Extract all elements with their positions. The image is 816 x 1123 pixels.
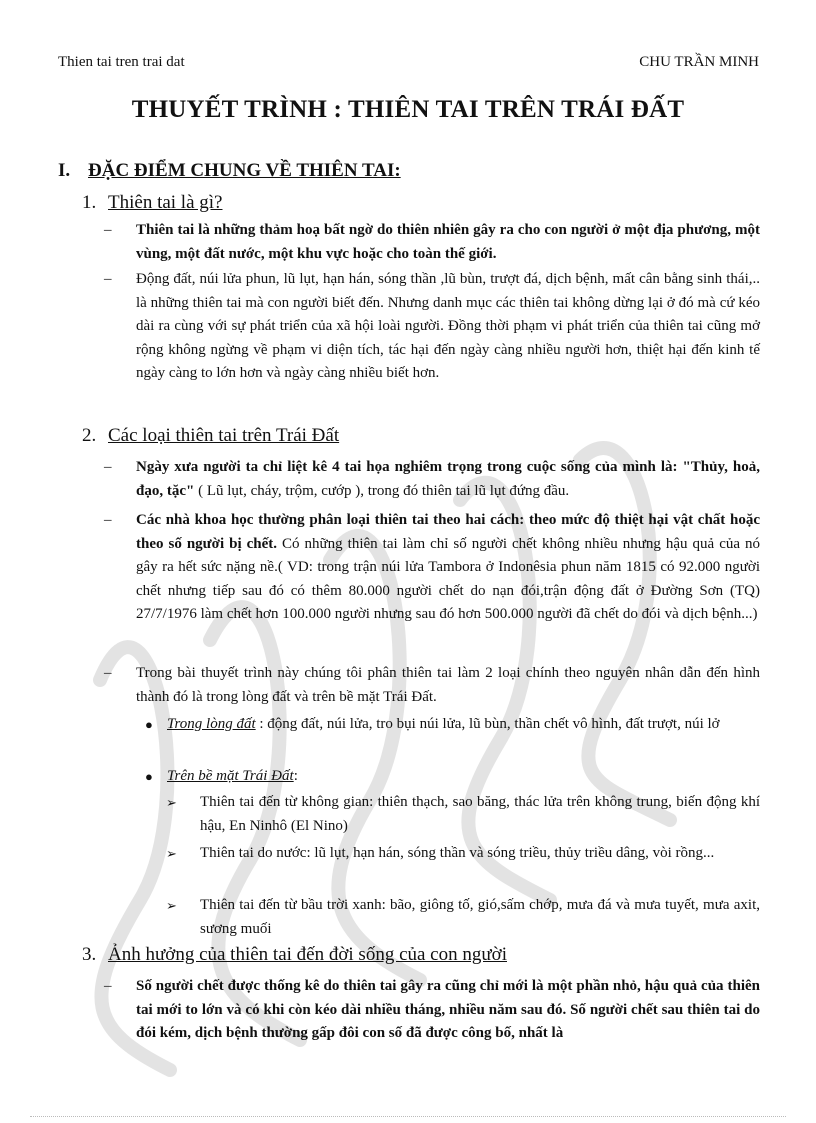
bullet-icon: ● — [145, 717, 153, 732]
list-item — [104, 662, 760, 709]
arrow-icon: ➢ — [166, 846, 177, 861]
bullet-item-text — [167, 713, 760, 737]
subsection-1-heading — [82, 192, 222, 214]
dash-marker: – — [104, 459, 112, 475]
list-item — [104, 219, 760, 266]
list-item-text: Thiên tai là những thảm hoạ bất ngờ do thiên nhiên gây ra cho con người ở một địa phương, một vùng, một đất nước, một khu vực hoặc cho toàn thế giới. — [136, 222, 760, 262]
list-item-text: Động đất, núi lửa phun, lũ lụt, hạn hán, sóng thần ,lũ bùn, trượt đá, dịch bệnh, mất cân bằng sinh thái,.. là những thiên tai mà con người biết đến. Nhưng danh mục các thiên tai không dừng lại ở đó mà cứ kéo dài ra cùng với sự phát triển của xã hội loài người. Đồng thời phạm vi phát triển của thiên tai cũng mở rộng không ngừng về phạm vi diện tích, tác hại đến ngày càng nhiều người hơn, thiệt hại đến kinh tế ngày càng to lớn hơn và ngày càng nhiều biết hơn. — [136, 271, 760, 381]
bullet-item-surface — [145, 765, 760, 789]
header-author: CHU TRẦN MINH — [639, 54, 759, 70]
bullet-label: Trên bề mặt Trái Đất — [167, 768, 294, 784]
arrow-item — [166, 791, 760, 838]
subsection-title: Các loại thiên tai trên Trái Đất — [108, 425, 340, 446]
bold-text: Ngày xưa người ta chỉ liệt kê 4 tai họa nghiêm trọng trong cuộc sống của mình là: "Thủy, hoả, đạo, tặc" — [136, 459, 760, 499]
arrow-item-text: Thiên tai đến từ bầu trời xanh: bão, giông tố, gió,sấm chớp, mưa đá và mưa tuyết, mưa axit, sương muối — [200, 897, 760, 937]
arrow-item-text: Thiên tai do nước: lũ lụt, hạn hán, sóng thần và sóng triều, thủy triều dâng, vòi rồng... — [200, 845, 715, 861]
subsection-number: 3. — [82, 944, 97, 965]
arrow-icon: ➢ — [166, 795, 177, 810]
page-bottom-rule — [30, 1116, 786, 1117]
list-item-text — [136, 509, 760, 627]
subsection-3-heading — [82, 944, 507, 966]
dash-marker: – — [104, 665, 112, 681]
dash-marker: – — [104, 512, 112, 528]
subsection-number: 1. — [82, 192, 97, 213]
document-title: THUYẾT TRÌNH : THIÊN TAI TRÊN TRÁI ĐẤT — [131, 96, 685, 123]
section-number: I. — [58, 160, 71, 181]
list-item — [104, 268, 760, 386]
regular-text: ( Lũ lụt, cháy, trộm, cướp ), trong đó thiên tai lũ lụt đứng đầu. — [194, 482, 570, 499]
subsection-2-heading — [82, 425, 339, 447]
section-heading — [58, 160, 401, 182]
dash-marker: – — [104, 271, 112, 287]
section-title: ĐẶC ĐIỂM CHUNG VỀ THIÊN TAI: — [88, 160, 401, 181]
list-item — [104, 509, 760, 627]
subsection-title: Ảnh hưởng của thiên tai đến đời sống của con người — [108, 944, 507, 965]
bullet-colon: : — [293, 768, 298, 784]
dash-marker: – — [104, 978, 112, 994]
list-item-text: Số người chết được thống kê do thiên tai gây ra cũng chỉ mới là một phần nhỏ, hậu quả của thiên tai mới to lớn và có khi còn kéo dài nhiều tháng, nhiều năm sau đó. Số người chết sau thiên tai do đói kém, dịch bệnh thường gấp đôi con số đã được công bố, nhất là — [136, 978, 760, 1041]
list-item — [104, 456, 760, 503]
subsection-number: 2. — [82, 425, 97, 446]
bullet-item-underground — [145, 713, 760, 737]
list-item-text — [136, 456, 760, 503]
regular-text: Có những thiên tai làm chỉ số người chết không nhiều nhưng hậu quả của nó gây ra hết sức nặng nề.( VD: trong trận núi lửa Tambora ở Indonêsia phun năm 1815 có 92.000 người chết nhưng tiếp sau đó có thêm 80.000 người chết do nạn đói,trận động đất ở Đường Sơn (TQ) 27/7/1976 làm chết hơn 100.000 người nhưng sau đó hơn 500.000 người đã chết do đói và dịch bệnh...) — [136, 535, 761, 622]
header-left-text: Thien tai tren trai dat — [58, 54, 185, 70]
arrow-icon: ➢ — [166, 898, 177, 913]
bullet-text: : động đất, núi lửa, tro bụi núi lửa, lũ bùn, thần chết vô hình, đất trượt, núi lở — [255, 716, 720, 732]
arrow-item-text: Thiên tai đến từ không gian: thiên thạch, sao băng, thác lửa trên không trung, biến động khí hậu, En Ninhô (El Nino) — [200, 794, 760, 834]
bullet-item-text — [167, 765, 760, 789]
list-item — [104, 975, 760, 1046]
dash-marker: – — [104, 222, 112, 238]
subsection-title: Thiên tai là gì? — [108, 192, 223, 213]
list-item-text: Trong bài thuyết trình này chúng tôi phân thiên tai làm 2 loại chính theo nguyên nhân dẫn đến hình thành đó là trong lòng đất và trên bề mặt Trái Đất. — [136, 665, 760, 705]
arrow-item — [166, 894, 760, 941]
bullet-label: Trong lòng đất — [167, 716, 256, 732]
bullet-icon: ● — [145, 769, 153, 784]
bold-text: Các nhà khoa học thường phân loại thiên tai theo hai cách: theo mức độ thiệt hại vật chất hoặc theo số người bị chết. — [136, 512, 760, 552]
arrow-item — [166, 842, 760, 866]
